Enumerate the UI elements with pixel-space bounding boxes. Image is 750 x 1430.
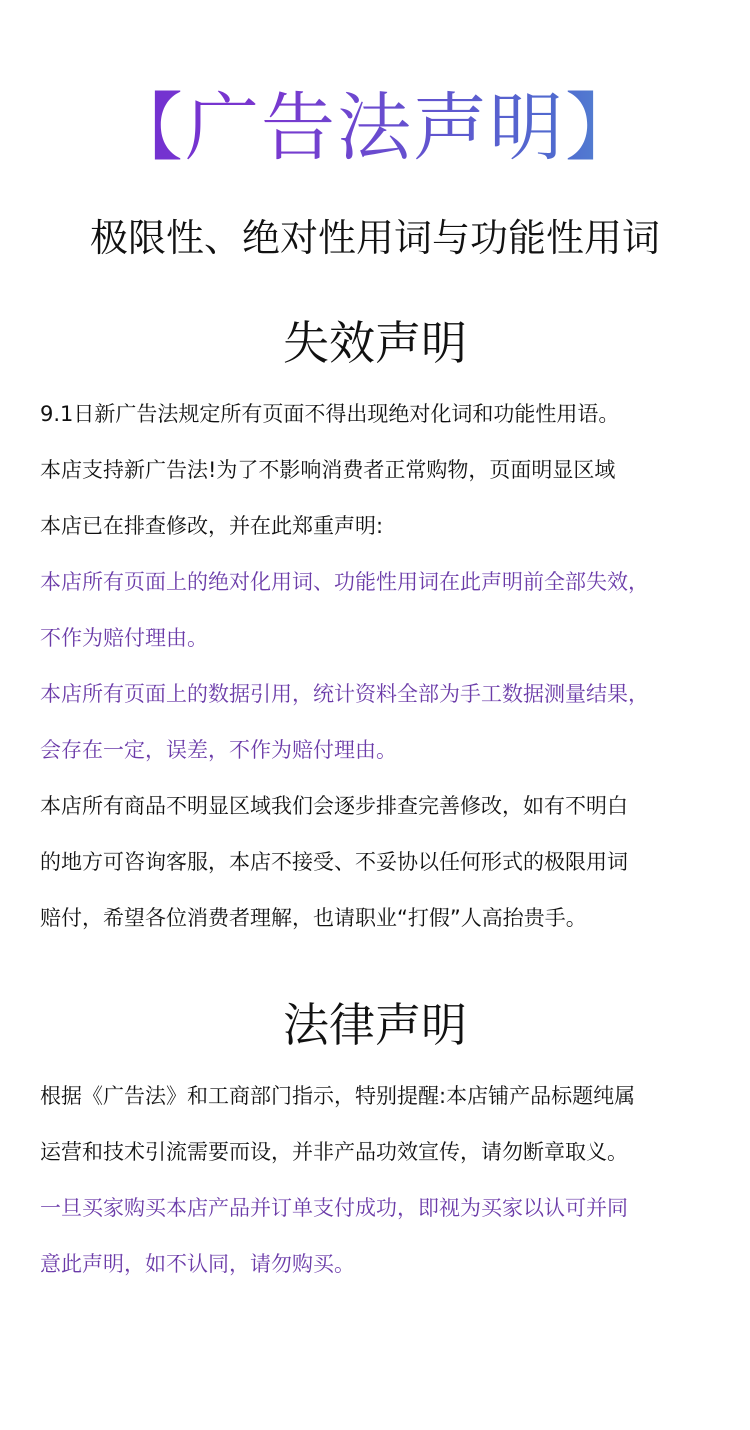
paragraph-line-highlight: 本店所有页面上的绝对化用词、功能性用词在此声明前全部失效， — [40, 570, 649, 594]
paragraph-line-highlight: 本店所有页面上的数据引用，统计资料全部为手工数据测量结果， — [40, 682, 649, 706]
paragraph-line-highlight: 不作为赔付理由。 — [40, 626, 208, 650]
paragraph-line: 9.1日新广告法规定所有页面不得出现绝对化词和功能性用语。 — [40, 402, 620, 426]
paragraph-line: 根据《广告法》和工商部门指示，特别提醒:本店铺产品标题纯属 — [40, 1084, 636, 1108]
paragraph-line: 本店所有商品不明显区域我们会逐步排查完善修改，如有不明白 — [40, 794, 628, 818]
paragraph-line: 运营和技术引流需要而设，并非产品功效宣传，请勿断章取义。 — [40, 1140, 628, 1164]
paragraph-line: 的地方可咨询客服，本店不接受、不妥协以任何形式的极限用词 — [40, 850, 628, 874]
page-subtitle: 极限性、绝对性用词与功能性用词 — [89, 216, 660, 260]
paragraph-line-highlight: 一旦买家购买本店产品并订单支付成功，即视为买家以认可并同 — [40, 1196, 628, 1220]
page-title: 【广告法声明】 — [0, 78, 750, 178]
paragraph-line: 本店已在排查修改，并在此郑重声明: — [40, 514, 384, 538]
paragraph-line-highlight: 意此声明，如不认同，请勿购买。 — [40, 1252, 355, 1276]
section-heading-invalidation: 失效声明 — [283, 316, 467, 370]
section-heading-legal: 法律声明 — [283, 998, 467, 1052]
paragraph-line-highlight: 会存在一定，误差，不作为赔付理由。 — [40, 738, 397, 762]
paragraph-line: 本店支持新广告法!为了不影响消费者正常购物，页面明显区域 — [40, 458, 616, 482]
paragraph-line: 赔付，希望各位消费者理解，也请职业“打假”人高抬贵手。 — [40, 906, 587, 930]
